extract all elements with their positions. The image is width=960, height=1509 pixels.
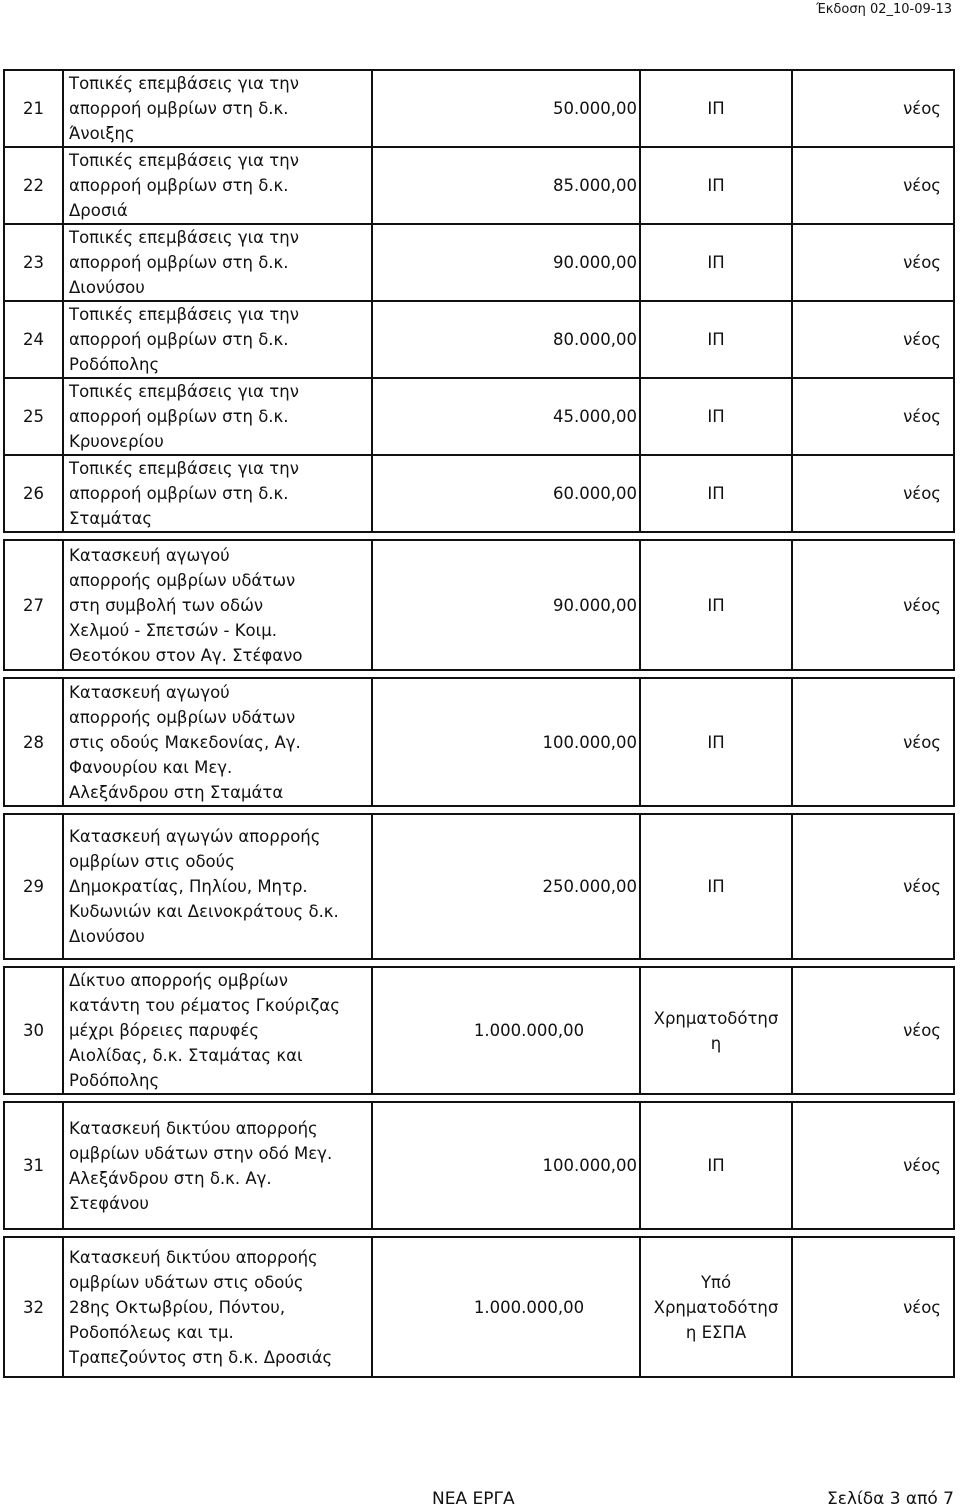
row-gap-cell: [4, 1229, 63, 1237]
row-gap: [4, 1229, 954, 1237]
project-budget: 100.000,00: [372, 1102, 640, 1229]
row-gap-cell: [792, 670, 954, 678]
row-gap-cell: [63, 806, 372, 814]
project-status: νέος: [792, 70, 954, 147]
row-gap-cell: [63, 670, 372, 678]
row-gap-cell: [640, 806, 792, 814]
row-number: 29: [4, 814, 63, 959]
project-status: νέος: [792, 814, 954, 959]
funding-source: ΙΠ: [640, 70, 792, 147]
project-description: Τοπικές επεμβάσεις για την απορροή ομβρίων στη δ.κ. Κρυονερίου: [63, 378, 372, 455]
row-gap-cell: [792, 1229, 954, 1237]
row-gap-cell: [792, 1094, 954, 1102]
table-row: [4, 147, 954, 224]
row-gap-cell: [4, 959, 63, 967]
funding-source: Χρηματοδότησ η: [640, 967, 792, 1094]
table-row: [4, 378, 954, 455]
row-number: 24: [4, 301, 63, 378]
table-row: [4, 814, 954, 959]
project-status: νέος: [792, 455, 954, 532]
row-number: 28: [4, 678, 63, 806]
row-gap-cell: [792, 806, 954, 814]
row-gap-cell: [372, 1229, 640, 1237]
row-gap-cell: [640, 1094, 792, 1102]
row-gap-cell: [63, 959, 372, 967]
project-budget: 50.000,00: [372, 70, 640, 147]
table-row: [4, 540, 954, 670]
project-description: Κατασκευή δικτύου απορροής ομβρίων υδάτων στην οδό Μεγ. Αλεξάνδρου στη δ.κ. Αγ. Στεφάνου: [63, 1102, 372, 1229]
project-budget: 100.000,00: [372, 678, 640, 806]
row-gap-cell: [4, 806, 63, 814]
funding-source: ΙΠ: [640, 814, 792, 959]
table-row: [4, 1237, 954, 1377]
row-number: 26: [4, 455, 63, 532]
version-label: Έκδοση 02_10-09-13: [816, 2, 952, 17]
row-number: 25: [4, 378, 63, 455]
funding-source: ΙΠ: [640, 378, 792, 455]
funding-source: ΙΠ: [640, 301, 792, 378]
row-gap: [4, 959, 954, 967]
funding-source: ΙΠ: [640, 147, 792, 224]
table-row: [4, 301, 954, 378]
project-description: Κατασκευή αγωγού απορροής ομβρίων υδάτων στη συμβολή των οδών Χελμού - Σπετσών - Κοιμ. Θεοτόκου στον Αγ. Στέφανο: [63, 540, 372, 670]
funding-source: ΙΠ: [640, 1102, 792, 1229]
project-description: Τοπικές επεμβάσεις για την απορροή ομβρίων στη δ.κ. Ροδόπολης: [63, 301, 372, 378]
project-budget: 90.000,00: [372, 224, 640, 301]
project-status: νέος: [792, 147, 954, 224]
project-budget: 60.000,00: [372, 455, 640, 532]
table-row: [4, 455, 954, 532]
projects-table: [3, 69, 955, 1378]
project-description: Τοπικές επεμβάσεις για την απορροή ομβρίων στη δ.κ. Άνοιξης: [63, 70, 372, 147]
project-description: Τοπικές επεμβάσεις για την απορροή ομβρίων στη δ.κ. Δροσιά: [63, 147, 372, 224]
row-number: 22: [4, 147, 63, 224]
row-number: 21: [4, 70, 63, 147]
row-gap-cell: [372, 532, 640, 540]
row-gap-cell: [372, 959, 640, 967]
footer-page-number: Σελίδα 3 από 7: [826, 1489, 954, 1509]
project-budget: 1.000.000,00: [372, 967, 640, 1094]
funding-source: ΙΠ: [640, 224, 792, 301]
row-number: 23: [4, 224, 63, 301]
project-budget: 80.000,00: [372, 301, 640, 378]
project-description: Τοπικές επεμβάσεις για την απορροή ομβρίων στη δ.κ. Σταμάτας: [63, 455, 372, 532]
row-gap-cell: [792, 959, 954, 967]
funding-source: Υπό Χρηματοδότησ η ΕΣΠΑ: [640, 1237, 792, 1377]
row-gap: [4, 1094, 954, 1102]
row-number: 27: [4, 540, 63, 670]
row-number: 32: [4, 1237, 63, 1377]
row-number: 30: [4, 967, 63, 1094]
row-gap-cell: [4, 532, 63, 540]
project-description: Κατασκευή αγωγών απορροής ομβρίων στις οδούς Δημοκρατίας, Πηλίου, Μητρ. Κυδωνιών και Δεινοκράτους δ.κ. Διονύσου: [63, 814, 372, 959]
project-status: νέος: [792, 1102, 954, 1229]
row-gap-cell: [640, 959, 792, 967]
row-gap-cell: [63, 1094, 372, 1102]
table-row: [4, 967, 954, 1094]
project-status: νέος: [792, 378, 954, 455]
project-status: νέος: [792, 967, 954, 1094]
row-gap-cell: [4, 670, 63, 678]
project-budget: 45.000,00: [372, 378, 640, 455]
table-row: [4, 1102, 954, 1229]
funding-source: ΙΠ: [640, 678, 792, 806]
row-gap-cell: [792, 532, 954, 540]
row-gap-cell: [63, 1229, 372, 1237]
row-gap: [4, 806, 954, 814]
project-budget: 250.000,00: [372, 814, 640, 959]
project-description: Κατασκευή αγωγού απορροής ομβρίων υδάτων στις οδούς Μακεδονίας, Αγ. Φανουρίου και Μεγ. Αλεξάνδρου στη Σταμάτα: [63, 678, 372, 806]
project-status: νέος: [792, 678, 954, 806]
project-description: Τοπικές επεμβάσεις για την απορροή ομβρίων στη δ.κ. Διονύσου: [63, 224, 372, 301]
row-gap-cell: [63, 532, 372, 540]
row-gap-cell: [372, 1094, 640, 1102]
table-row: [4, 70, 954, 147]
table-row: [4, 678, 954, 806]
project-description: Δίκτυο απορροής ομβρίων κατάντη του ρέματος Γκούριζας μέχρι βόρειες παρυφές Αιολίδας, δ.κ. Σταμάτας και Ροδόπολης: [63, 967, 372, 1094]
project-budget: 90.000,00: [372, 540, 640, 670]
row-gap-cell: [372, 806, 640, 814]
row-gap: [4, 532, 954, 540]
table-row: [4, 224, 954, 301]
funding-source: ΙΠ: [640, 540, 792, 670]
row-gap: [4, 670, 954, 678]
project-budget: 85.000,00: [372, 147, 640, 224]
projects-table-body: [4, 70, 954, 1377]
row-gap-cell: [372, 670, 640, 678]
project-status: νέος: [792, 540, 954, 670]
row-gap-cell: [640, 1229, 792, 1237]
project-status: νέος: [792, 301, 954, 378]
footer-section-title: ΝΕΑ ΕΡΓΑ: [432, 1489, 515, 1509]
row-gap-cell: [640, 670, 792, 678]
project-status: νέος: [792, 224, 954, 301]
project-description: Κατασκευή δικτύου απορροής ομβρίων υδάτων στις οδούς 28ης Οκτωβρίου, Πόντου, Ροδοπόλεως και τμ. Τραπεζούντος στη δ.κ. Δροσιάς: [63, 1237, 372, 1377]
row-number: 31: [4, 1102, 63, 1229]
project-status: νέος: [792, 1237, 954, 1377]
funding-source: ΙΠ: [640, 455, 792, 532]
project-budget: 1.000.000,00: [372, 1237, 640, 1377]
row-gap-cell: [640, 532, 792, 540]
row-gap-cell: [4, 1094, 63, 1102]
